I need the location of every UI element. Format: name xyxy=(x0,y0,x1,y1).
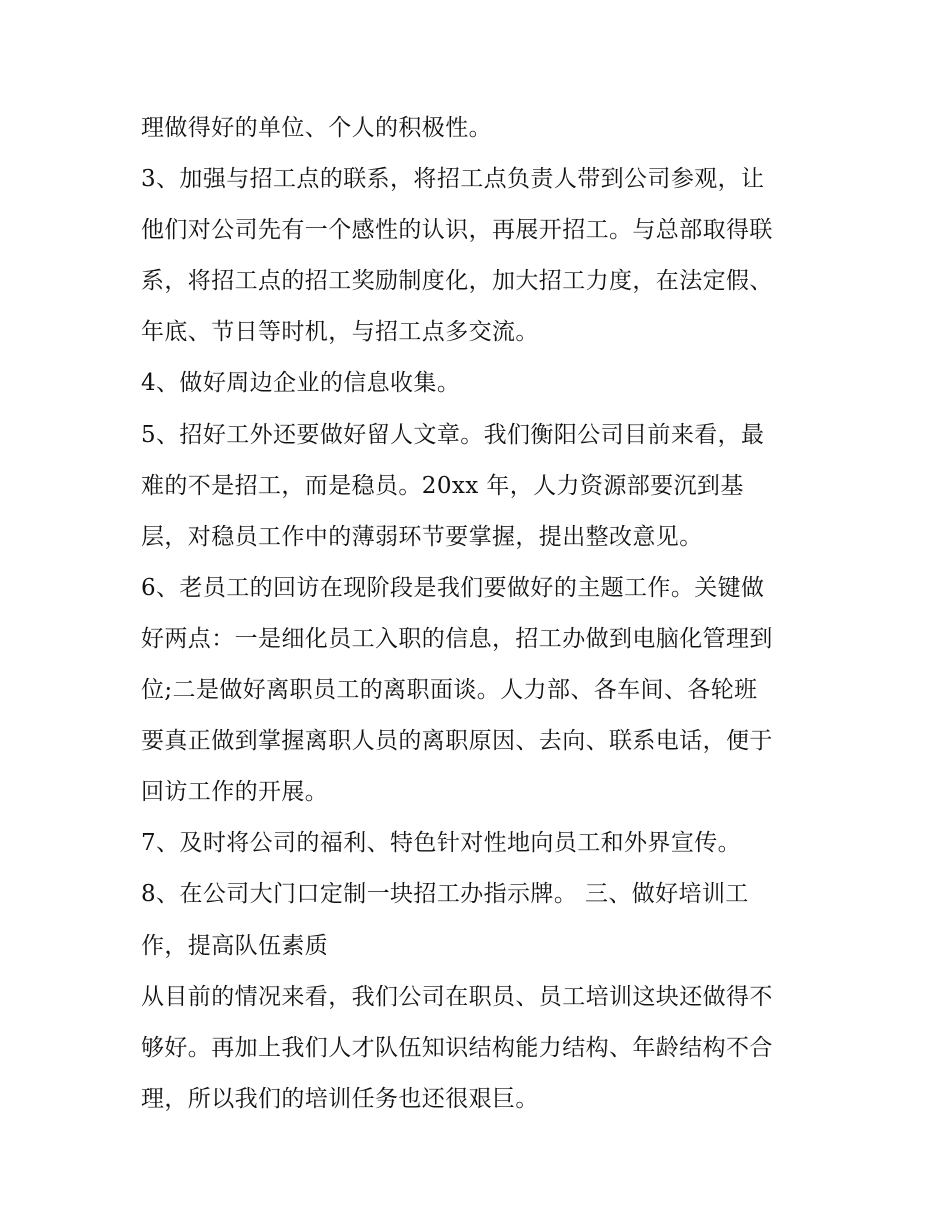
text-line: 7、及时将公司的福利、特色针对性地向员工和外界宣传。 xyxy=(141,830,742,857)
body-text xyxy=(141,108,831,1130)
text-line: 理做得好的单位、个人的积极性。 xyxy=(141,115,492,141)
text-line: 够好。再加上我们人才队伍知识结构能力结构、年龄结构不合 xyxy=(141,1034,773,1061)
text-line: 位;二是做好离职员工的离职面谈。人力部、各车间、各轮班 xyxy=(141,677,758,704)
text-line: 4、做好周边企业的信息收集。 xyxy=(141,370,461,397)
text-line: 层，对稳员工作中的薄弱环节要掌握，提出整改意见。 xyxy=(141,523,703,550)
text-line: 作，提高队伍素质 xyxy=(141,932,329,959)
text-line: 难的不是招工，而是稳员。20xx 年，人力资源部要沉到基 xyxy=(141,472,744,499)
text-line: 年底、节日等时机，与招工点多交流。 xyxy=(141,319,539,346)
text-line: 5、招好工外还要做好留人文章。我们衡阳公司目前来看，最 xyxy=(141,421,765,448)
text-line: 系，将招工点的招工奖励制度化，加大招工力度，在法定假、 xyxy=(141,268,773,295)
text-line: 好两点：一是细化员工入职的信息，招工办做到电脑化管理到 xyxy=(141,625,773,652)
text-line: 回访工作的开展。 xyxy=(141,779,329,806)
text-line: 从目前的情况来看，我们公司在职员、员工培训这块还做得不 xyxy=(141,983,773,1010)
text-line: 8、在公司大门口定制一块招工办指示牌。 三、做好培训工 xyxy=(141,881,749,908)
text-line: 他们对公司先有一个感性的认识，再展开招工。与总部取得联 xyxy=(141,217,773,244)
text-line: 要真正做到掌握离职人员的离职原因、去向、联系电话，便于 xyxy=(141,728,773,755)
text-line: 6、老员工的回访在现阶段是我们要做好的主题工作。关键做 xyxy=(141,574,765,601)
text-line: 理，所以我们的培训任务也还很艰巨。 xyxy=(141,1085,539,1112)
text-line: 3、加强与招工点的联系，将招工点负责人带到公司参观，让 xyxy=(141,166,765,193)
